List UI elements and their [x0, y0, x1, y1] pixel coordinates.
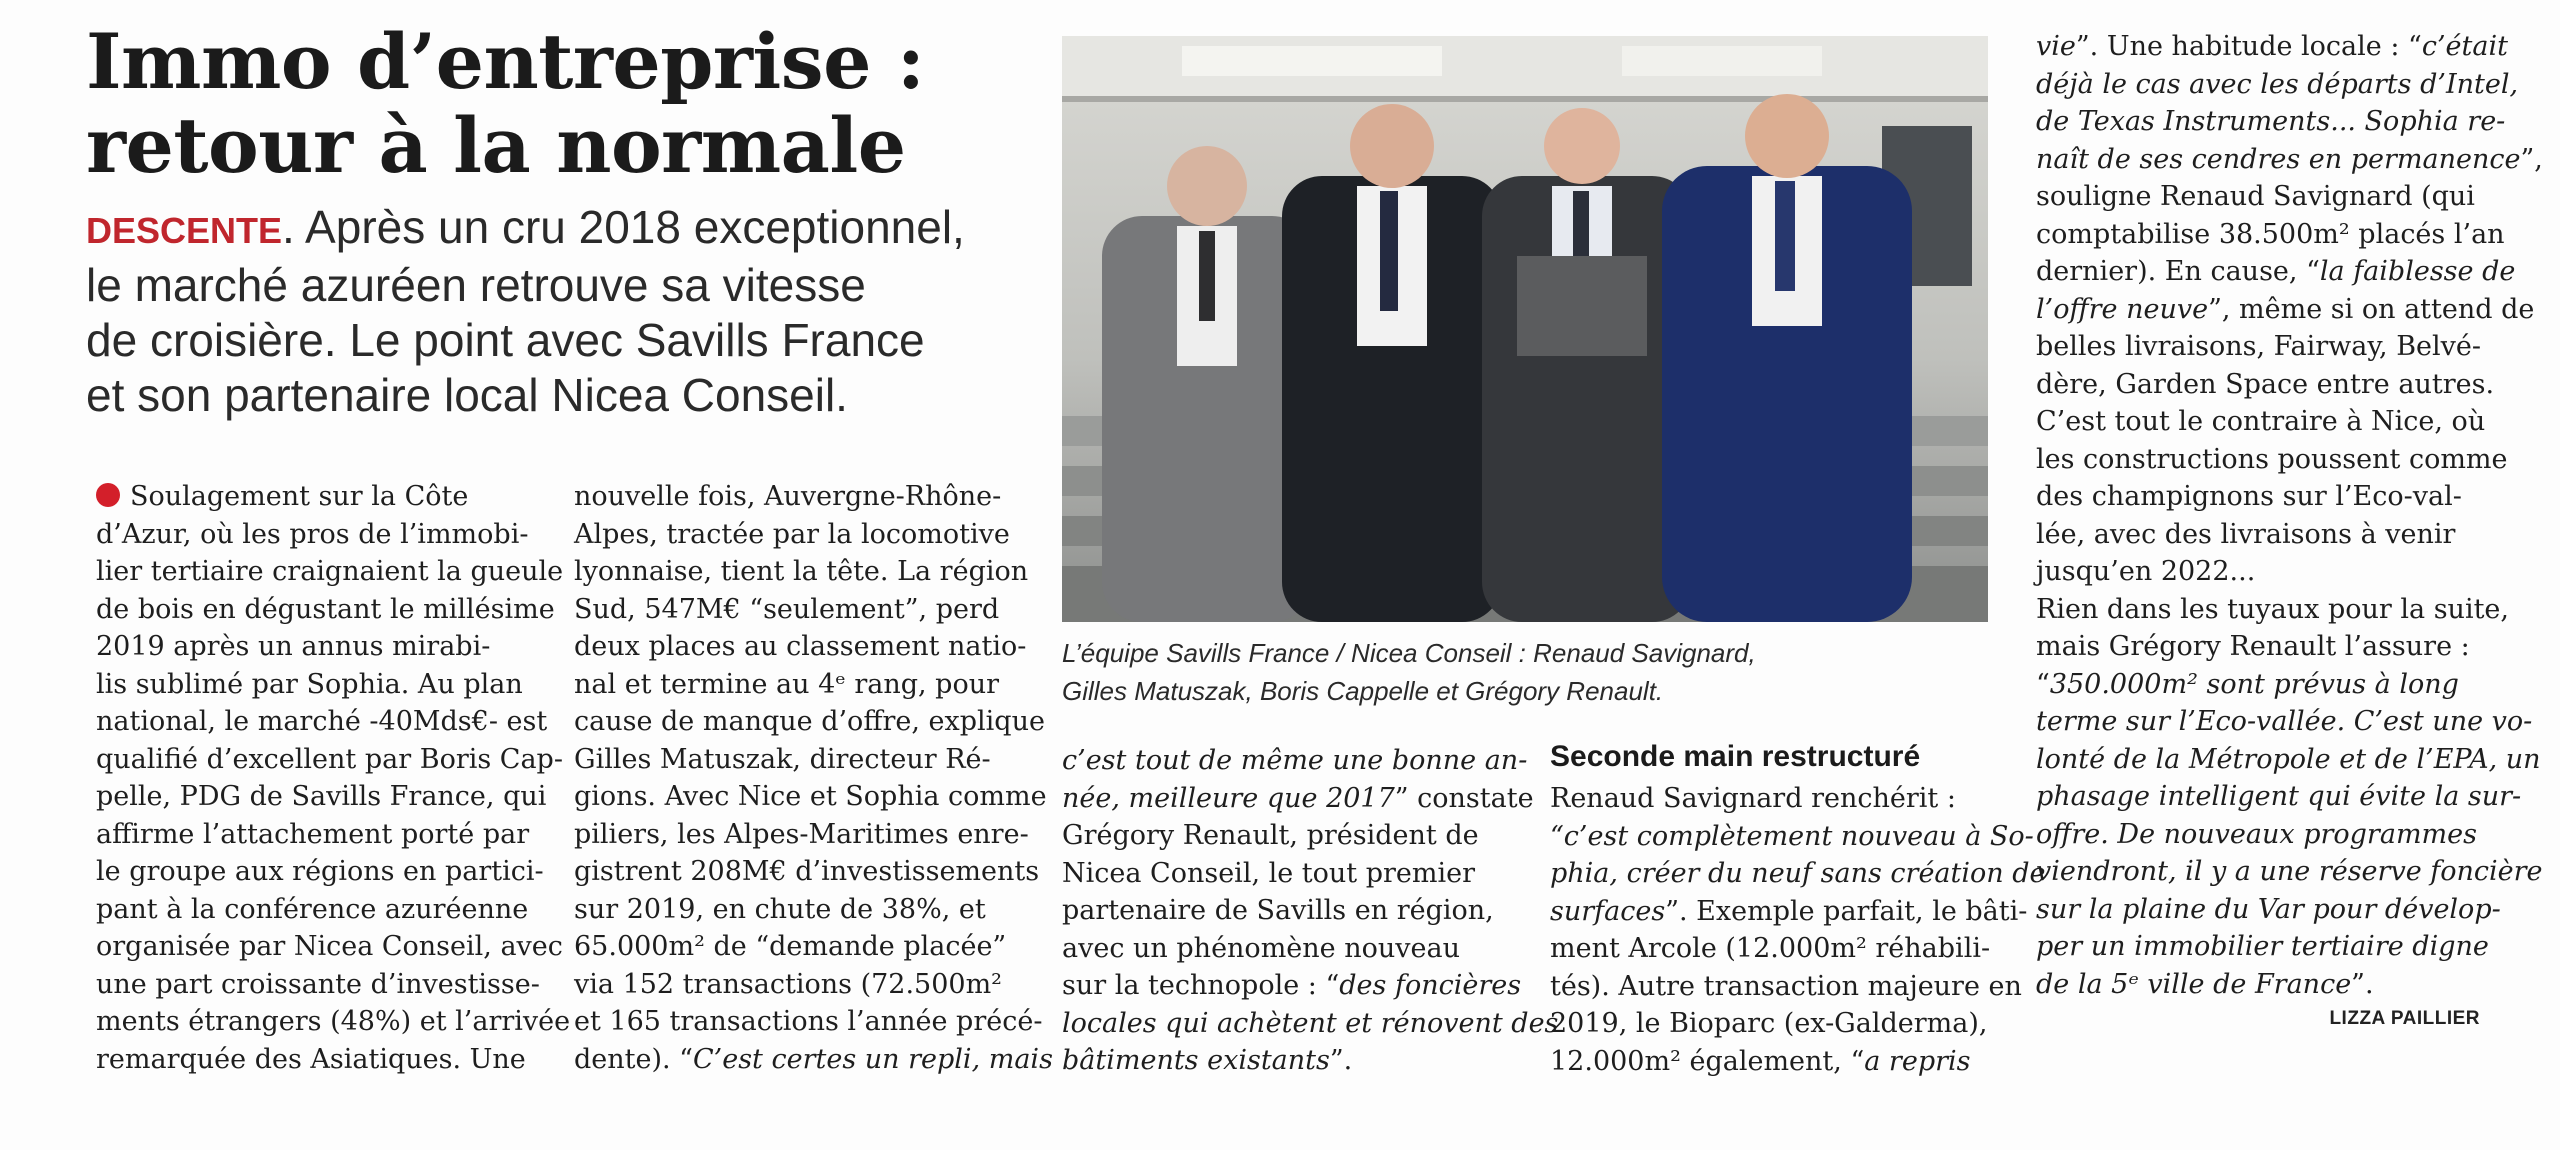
red-dot-bullet-icon [96, 483, 120, 507]
col5-line [2036, 816, 2480, 854]
col5-line [2036, 853, 2543, 891]
col1-line: pelle, PDG de Savills France, qui [96, 781, 547, 812]
col5-quote: c’était [2421, 31, 2508, 62]
col5-quote: l’offre neuve [2036, 293, 2209, 325]
col5-quote: offre. De nouveaux programmes [2036, 818, 2477, 850]
col2-line: 65.000m² de “demande placée” [574, 931, 1007, 962]
col5-text: “ [2036, 668, 2050, 700]
col1-line: affirme l’attachement porté par [96, 818, 530, 850]
col4-quote: phia, créer du neuf sans création de [1550, 858, 2046, 889]
col2-line: nouvelle fois, Auvergne-Rhône- [574, 481, 1002, 512]
col2-line: via 152 transactions (72.500m² [574, 968, 1003, 1000]
photo-caption [1062, 634, 1992, 710]
col4-line [1550, 893, 2028, 931]
col3-line: avec un phénomène nouveau [1062, 932, 1460, 964]
col5-line: les constructions poussent comme [2036, 443, 2508, 475]
col3-quote: c’est tout de même une bonne an- [1062, 745, 1528, 776]
caption-line-2: Gilles Matuszak, Boris Cappelle et Grégory Renault. [1062, 676, 1664, 706]
col3-quote: des foncières [1339, 970, 1522, 1001]
col4-line [1550, 855, 2046, 893]
col5-line: jusqu’en 2022... [2036, 556, 2256, 587]
col2-text: dente). “ [574, 1043, 693, 1075]
col3-line [1062, 967, 1522, 1005]
col2-line: et 165 transactions l’année précé- [574, 1006, 1043, 1037]
col1-line [96, 478, 532, 516]
col2-line: cause de manque d’offre, explique [574, 706, 1045, 737]
col5-line [2036, 778, 2522, 816]
col2-line: lyonnaise, tient la tête. La région [574, 556, 1029, 587]
col3-quote: bâtiments existants [1062, 1045, 1330, 1076]
col2-line: Gilles Matuszak, directeur Ré- [574, 743, 991, 775]
col5-line: souligne Renaud Savignard (qui [2036, 181, 2475, 212]
col5-line: des champignons sur l’Eco-val- [2036, 481, 2462, 512]
col4-quote: a repris [1864, 1045, 1971, 1077]
col1-text: Soulagement sur la Côte [130, 481, 469, 512]
col4-line: tés). Autre transaction majeure en [1550, 970, 2022, 1002]
standfirst-line-1 [86, 200, 1026, 258]
col3-line: Grégory Renault, président de [1062, 820, 1479, 851]
col5-line [2036, 28, 2508, 66]
col1-line: le groupe aux régions en partici- [96, 856, 544, 887]
col5-line [2036, 66, 2519, 104]
author-signature: LIZZA PAILLIER [2329, 1008, 2480, 1029]
col2-quote: C’est certes un repli, mais [692, 1043, 1053, 1075]
col5-quote: viendront, il y a une réserve foncière [2036, 856, 2543, 887]
col1-line: organisée par Nicea Conseil, avec [96, 931, 563, 962]
col3-quote: locales qui achètent et rénovent des [1062, 1007, 1559, 1039]
body-column-1 [96, 478, 571, 1078]
col1-line: remarquée des Asiatiques. Une [96, 1043, 526, 1075]
col3-text: sur la technopole : “ [1062, 970, 1340, 1001]
body-column-3 [1062, 742, 1559, 1080]
col5-quote: 350.000m² sont prévus à long [2049, 668, 2459, 700]
col4-quote: surfaces [1550, 895, 1666, 927]
col3-line: partenaire de Savills en région, [1062, 895, 1494, 926]
col1-line: lier tertiaire craignaient la gueule [96, 556, 564, 587]
col5-line: comptabilise 38.500m² placés l’an [2036, 218, 2505, 250]
col5-quote: de Texas Instruments... Sophia re- [2036, 106, 2506, 137]
col5-quote: vie [2036, 31, 2076, 62]
col4-line [1550, 1043, 2000, 1081]
col5-quote: terme sur l’Eco-vallée. C’est une vo- [2036, 706, 2533, 737]
col2-line: Alpes, tractée par la locomotive [574, 518, 1010, 550]
col2-line: gions. Avec Nice et Sophia comme [574, 781, 1047, 812]
col1-line: national, le marché -40Mds€- est [96, 706, 548, 737]
col5-line [2036, 966, 2480, 1004]
col5-quote: per un immobilier tertiaire digne [2036, 931, 2489, 962]
col4-line: Renaud Savignard renchérit : [1550, 783, 1956, 814]
col5-quote: phasage intelligent qui évite la sur- [2036, 781, 2522, 812]
col5-text: ”, [2520, 143, 2543, 175]
col5-line [2036, 291, 2535, 329]
col5-line: C’est tout le contraire à Nice, où [2036, 406, 2486, 437]
col5-line: dère, Garden Space entre autres. [2036, 368, 2495, 400]
col5-quote: naît de ses cendres en permanence [2036, 143, 2521, 175]
col1-line: de bois en dégustant le millésime [96, 593, 555, 625]
headline [86, 17, 986, 190]
col5-line: lée, avec des livraisons à venir [2036, 518, 2456, 550]
col3-text: ” constate [1394, 782, 1534, 814]
col1-line: ments étrangers (48%) et l’arrivée [96, 1006, 571, 1037]
col5-line: belles livraisons, Fairway, Belvé- [2036, 331, 2482, 362]
col5-text: dernier). En cause, “ [2036, 256, 2320, 287]
body-column-2 [574, 478, 1053, 1078]
subheading: Seconde main restructuré [1550, 740, 1921, 773]
col4-quote: “c’est complètement nouveau à So- [1550, 820, 2034, 852]
col3-line [1062, 1042, 1502, 1080]
col5-quote: de la 5ᵉ ville de France [2036, 968, 2352, 1000]
col2-line: Sud, 547M€ “seulement”, perd [574, 593, 1000, 625]
standfirst [86, 200, 1026, 423]
col1-line: qualifié d’excellent par Boris Cap- [96, 743, 563, 775]
standfirst-text-1: . Après un cru 2018 exceptionnel, [282, 201, 965, 253]
col1-line: une part croissante d’investisse- [96, 968, 540, 1000]
col5-quote: la faiblesse de [2319, 256, 2516, 287]
col5-line [2036, 703, 2533, 741]
kicker: DESCENTE [86, 210, 283, 251]
standfirst-line-3: de croisière. Le point avec Savills France [86, 314, 925, 366]
col5-line [2036, 103, 2506, 141]
standfirst-line-2: le marché azuréen retrouve sa vitesse [86, 259, 866, 311]
col5-quote: lonté de la Métropole et de l’EPA, un [2036, 743, 2541, 775]
standfirst-line-4: et son partenaire local Nicea Conseil. [86, 369, 848, 421]
col5-line [2036, 891, 2501, 929]
col5-text: ”. Une habitude locale : “ [2075, 31, 2422, 62]
col4-line [1550, 818, 2034, 856]
col3-line: Nicea Conseil, le tout premier [1062, 857, 1476, 889]
caption-line-1: L’équipe Savills France / Nicea Conseil : Renaud Savignard, [1062, 638, 1756, 668]
col5-line [2036, 928, 2489, 966]
col5-quote: déjà le cas avec les départs d’Intel, [2036, 68, 2519, 100]
col3-line [1062, 1005, 1559, 1043]
col5-line [2036, 141, 2543, 179]
col5-text: ”. [2351, 968, 2374, 1000]
col5-line [2036, 253, 2516, 291]
col2-line: gistrent 208M€ d’investissements [574, 856, 1040, 887]
col5-line: mais Grégory Renault l’assure : [2036, 631, 2470, 662]
col2-line: deux places au classement natio- [574, 631, 1027, 662]
col3-quote: née, meilleure que 2017 [1062, 782, 1395, 814]
headline-line-2: retour à la normale [86, 101, 906, 190]
col4-text: 12.000m² également, “ [1550, 1045, 1865, 1077]
col2-line: sur 2019, en chute de 38%, et [574, 893, 986, 925]
col1-line: d’Azur, où les pros de l’immobi- [96, 518, 529, 550]
col4-line: ment Arcole (12.000m² réhabili- [1550, 933, 1991, 964]
body-column-5 [2036, 28, 2543, 1003]
col5-line [2036, 741, 2541, 779]
col1-line: lis sublimé par Sophia. Au plan [96, 668, 523, 700]
col3-text: ”. [1329, 1045, 1353, 1076]
col5-text: ”, même si on attend de [2208, 293, 2535, 325]
col2-line [574, 1041, 1053, 1079]
col1-line: 2019 après un annus mirabi- [96, 631, 491, 662]
col2-line: nal et termine au 4ᵉ rang, pour [574, 668, 999, 700]
headline-line-1: Immo d’entreprise : [86, 17, 925, 106]
col2-line: piliers, les Alpes-Maritimes enre- [574, 818, 1029, 850]
col3-line [1062, 780, 1534, 818]
col5-line: Rien dans les tuyaux pour la suite, [2036, 593, 2509, 625]
body-column-4 [1550, 780, 2046, 1080]
team-photo [1062, 36, 1988, 622]
col4-line: 2019, le Bioparc (ex-Galderma), [1550, 1008, 1988, 1039]
col5-quote: sur la plaine du Var pour dévelop- [2036, 893, 2501, 925]
col4-text: ”. Exemple parfait, le bâti- [1665, 895, 2028, 927]
col5-line [2036, 666, 2480, 704]
col3-line [1062, 742, 1528, 780]
col1-line: pant à la conférence azuréenne [96, 893, 529, 925]
